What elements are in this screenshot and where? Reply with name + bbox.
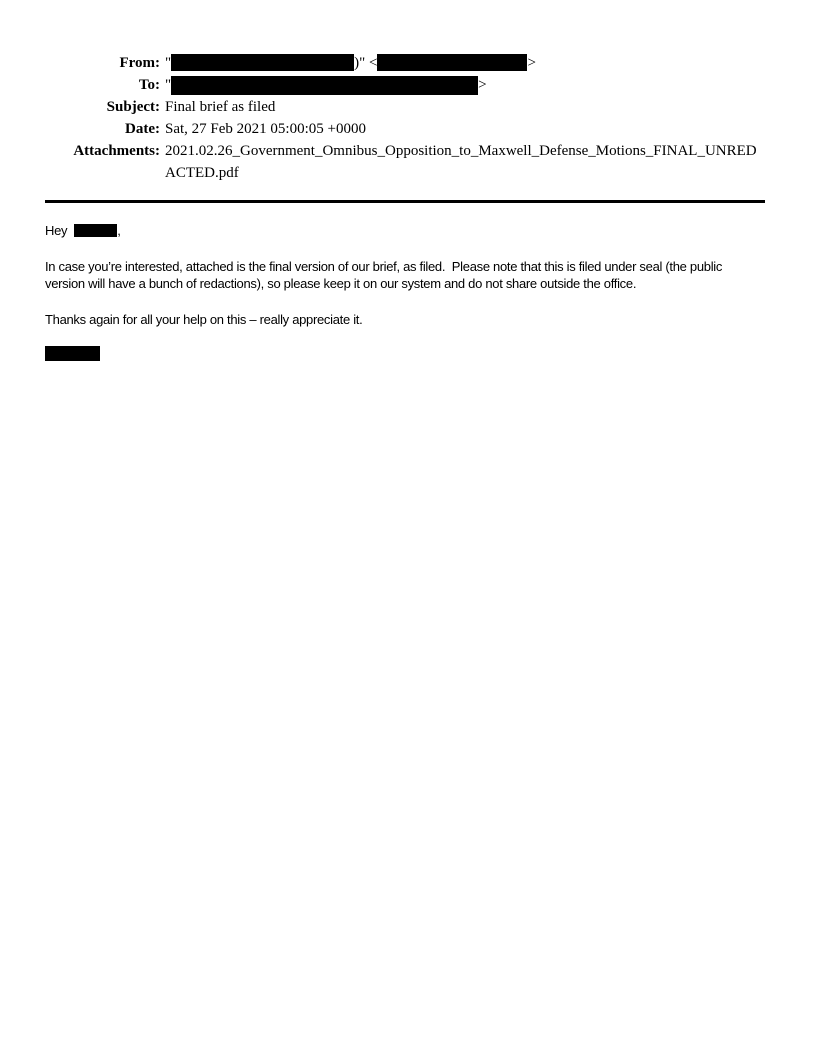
header-row-to	[45, 74, 765, 96]
from-label: From:	[119, 55, 160, 71]
email-body	[45, 222, 761, 361]
subject-value: Final brief as filed	[165, 99, 276, 115]
from-value	[165, 52, 765, 74]
greeting-prefix: Hey	[45, 223, 68, 238]
subject-label: Subject:	[106, 99, 160, 115]
signature-line	[45, 346, 761, 361]
to-label: To:	[138, 77, 160, 93]
redaction-to-address	[171, 76, 478, 95]
redaction-greeting-name	[74, 224, 117, 237]
from-close-angle: >	[527, 55, 536, 71]
date-label: Date:	[125, 121, 160, 137]
attachment-filename: 2021.02.26_Government_Omnibus_Opposition_to_Maxwell_Defense_Motions_FINAL_UNREDACTED.pdf	[165, 143, 757, 181]
header-row-subject	[45, 96, 765, 118]
from-open-quote: "	[165, 55, 172, 71]
header-divider-rule	[45, 200, 765, 203]
header-row-from	[45, 52, 765, 74]
to-close-angle: >	[478, 77, 487, 93]
thanks-line: Thanks again for all your help on this – really appreciate it.	[45, 311, 363, 327]
email-header	[45, 52, 765, 184]
redaction-from-email-address	[377, 54, 527, 71]
greeting-line	[45, 222, 761, 240]
date-value: Sat, 27 Feb 2021 05:00:05 +0000	[165, 121, 366, 137]
to-open-quote: "	[165, 77, 172, 93]
to-value	[165, 74, 765, 96]
from-after-name: )" <	[354, 55, 378, 71]
body-paragraph: In case you’re interested, attached is the final version of our brief, as filed. Please note that this is filed under seal (the public version will have a bunch of redactions), so please keep it on our system and do not share outside the office.	[45, 258, 726, 291]
attachments-label: Attachments:	[73, 143, 160, 159]
redaction-signature	[45, 346, 100, 361]
header-row-date	[45, 118, 765, 140]
greeting-suffix: ,	[117, 223, 121, 238]
header-row-attachments	[45, 140, 765, 184]
redaction-from-display-name	[171, 54, 354, 71]
